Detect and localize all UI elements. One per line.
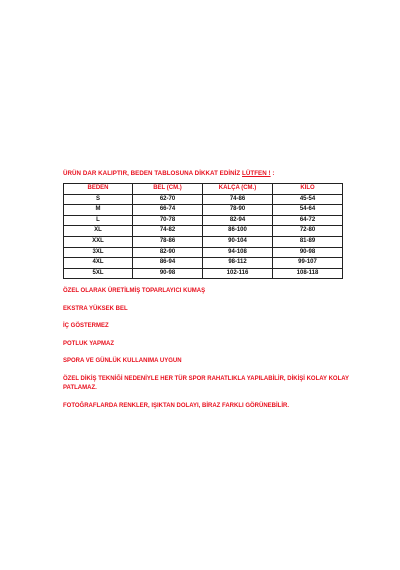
- note-color-disclaimer: FOTOĞRAFLARDA RENKLER, IŞIKTAN DOLAYI, BİRAZ FARKLI GÖRÜNEBİLİR.: [63, 402, 289, 409]
- cell-waist: 82-90: [133, 247, 203, 258]
- cell-size: XL: [64, 226, 133, 237]
- cell-size: 3XL: [64, 247, 133, 258]
- cell-size: S: [64, 194, 133, 205]
- cell-weight: 81-89: [273, 236, 343, 247]
- cell-size: 4XL: [64, 258, 133, 269]
- cell-weight: 54-64: [273, 205, 343, 216]
- note-usage: SPORA VE GÜNLÜK KULLANIMA UYGUN: [63, 358, 182, 365]
- size-table: [63, 183, 343, 279]
- table-row: [64, 236, 343, 247]
- warning-heading-underlined: LÜTFEN !: [242, 170, 271, 177]
- table-row: [64, 226, 343, 237]
- warning-heading-text: ÜRÜN DAR KALIPTIR, BEDEN TABLOSUNA DİKKAT EDİNİZ: [63, 170, 243, 177]
- note-fabric: ÖZEL OLARAK ÜRETİLMİŞ TOPARLAYICI KUMAŞ: [63, 288, 206, 294]
- cell-waist: 66-74: [133, 205, 203, 216]
- warning-heading-tail: :: [270, 170, 275, 177]
- cell-waist: 70-78: [133, 215, 203, 226]
- cell-waist: 90-98: [133, 268, 203, 279]
- cell-hip: 90-104: [203, 236, 273, 247]
- header-size: BEDEN: [64, 184, 133, 195]
- table-row: [64, 205, 343, 216]
- cell-waist: 62-70: [133, 194, 203, 205]
- cell-hip: 102-116: [203, 268, 273, 279]
- cell-weight: 45-54: [273, 194, 343, 205]
- cell-hip: 94-108: [203, 247, 273, 258]
- table-row: [64, 258, 343, 269]
- header-waist: BEL (CM.): [133, 184, 203, 195]
- cell-hip: 74-86: [203, 194, 273, 205]
- cell-waist: 74-82: [133, 226, 203, 237]
- header-hip: KALÇA (CM.): [203, 184, 273, 195]
- note-high-waist: EKSTRA YÜKSEK BEL: [63, 305, 128, 312]
- size-table-header-row: [64, 184, 343, 195]
- table-row: [64, 194, 343, 205]
- note-opaque: İÇ GÖSTERMEZ: [63, 323, 109, 330]
- note-stitching: ÖZEL DİKİŞ TEKNİĞİ NEDENİYLE HER TÜR SPOR RAHATLIKLA YAPILABİLİR, DİKİŞİ KOLAY KOLAY PATLAMAZ.: [63, 375, 349, 392]
- cell-weight: 99-107: [273, 258, 343, 269]
- cell-size: M: [64, 205, 133, 216]
- product-notes: [63, 287, 353, 419]
- cell-waist: 78-86: [133, 236, 203, 247]
- cell-weight: 72-80: [273, 226, 343, 237]
- cell-hip: 98-112: [203, 258, 273, 269]
- table-row: [64, 268, 343, 279]
- table-row: [64, 215, 343, 226]
- cell-weight: 64-72: [273, 215, 343, 226]
- cell-hip: 78-90: [203, 205, 273, 216]
- warning-heading: [63, 170, 275, 177]
- note-no-bagging: POTLUK YAPMAZ: [63, 340, 115, 347]
- cell-weight: 90-98: [273, 247, 343, 258]
- cell-size: L: [64, 215, 133, 226]
- cell-weight: 108-118: [273, 268, 343, 279]
- cell-hip: 82-94: [203, 215, 273, 226]
- cell-size: 5XL: [64, 268, 133, 279]
- cell-size: XXL: [64, 236, 133, 247]
- table-row: [64, 247, 343, 258]
- cell-hip: 86-100: [203, 226, 273, 237]
- header-weight: KİLO: [273, 184, 343, 195]
- cell-waist: 86-94: [133, 258, 203, 269]
